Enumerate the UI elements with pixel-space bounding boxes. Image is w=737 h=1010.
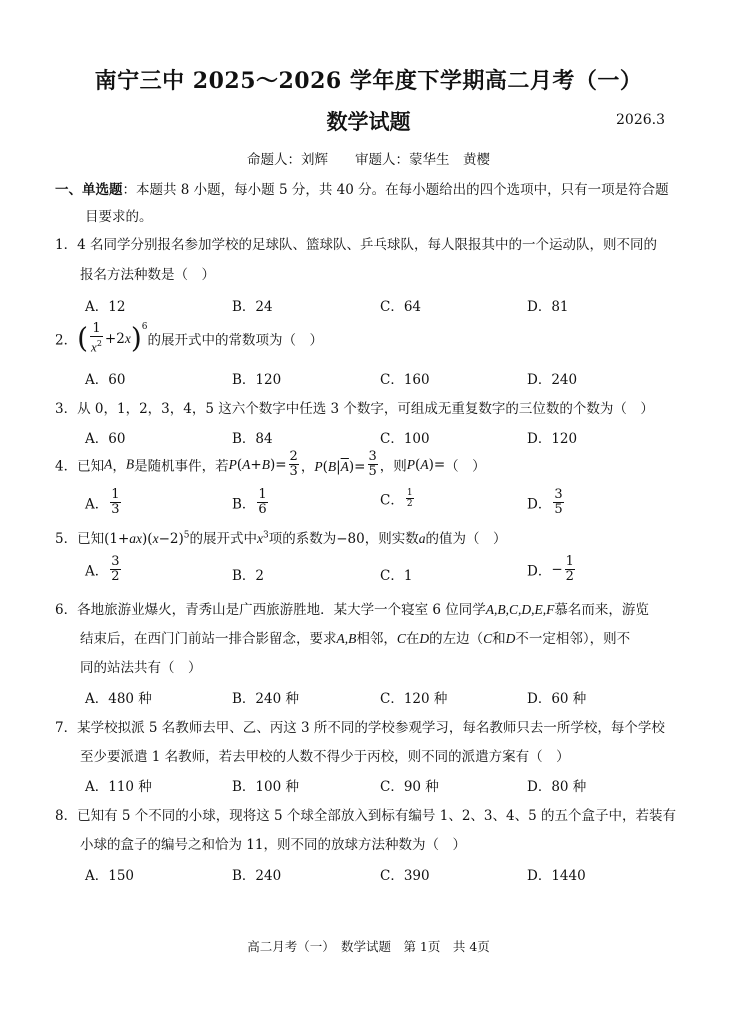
question-1: 1．4 名同学分别报名参加学校的足球队、篮球队、乒乓球队，每人限报其中的一个运动队，则不同的 [55, 237, 657, 253]
question-4: 4．已知A，B是随机事件，若P(A+B)= $\frac{2}{3}$ ，$P(B|\overline{A})=$ $\frac{3}{5}$ ，则P(A)=（ ） [55, 449, 486, 479]
question-1-cont: 报名方法种数是（ ） [80, 267, 215, 283]
section-heading [55, 177, 669, 231]
section-text: ：本题共 8 小题，每小题 5 分，共 40 分。在每小题给出的四个选项中，只有一项是符合题 [122, 182, 669, 198]
q8-option-d: D．1440 [527, 868, 586, 884]
q3-option-b: B．84 [232, 431, 273, 447]
section-label: 一、单选题 [55, 182, 123, 198]
q7-option-a: A．110 种 [85, 779, 152, 795]
question-7-cont: 至少要派遣 1 名教师，若去甲校的人数不得少于丙校，则不同的派遣方案有（ ） [80, 749, 570, 765]
section-text-cont: 目要求的。 [85, 209, 153, 225]
q2-option-d: D．240 [527, 372, 578, 388]
q6-option-b: B．240 种 [232, 691, 299, 707]
q6-option-a: A．480 种 [85, 691, 152, 707]
question-6: 6．各地旅游业爆火，青秀山是广西旅游胜地．某大学一个寝室 6 位同学A,B,C,D,E,F慕名而来，游览 [55, 602, 649, 618]
question-8: 8．已知有 5 个不同的小球，现将这 5 个球全部放入到标有编号 1、2、3、4、5 的五个盒子中，若装有 [55, 808, 676, 824]
q7-option-c: C．90 种 [380, 779, 439, 795]
page-footer: 高二月考（一） 数学试题 第 1页 共 4页 [247, 939, 490, 954]
q2-option-a: A．60 [85, 372, 126, 388]
question-8-cont: 小球的盒子的编号之和恰为 11，则不同的放球方法种数为（ ） [80, 837, 466, 853]
exam-date: 2026.3 [616, 112, 665, 128]
q8-option-b: B．240 [232, 868, 282, 884]
q7-option-d: D．80 种 [527, 779, 587, 795]
q6-option-c: C．120 种 [380, 691, 448, 707]
q8-option-c: C．390 [380, 868, 430, 884]
q4-option-c: C． $\frac{1}{2}$ [380, 488, 413, 509]
q4-option-d: D． $\frac{3}{5}$ [527, 487, 563, 517]
q7-option-b: B．100 种 [232, 779, 299, 795]
q8-option-a: A．150 [85, 868, 135, 884]
exam-title: 南宁三中 2025～2026 学年度下学期高二月考（一） [94, 68, 643, 94]
q1-option-a: A．12 [85, 299, 126, 315]
exam-authors: 命题人：刘辉 审题人：蒙华生 黄樱 [247, 152, 490, 168]
q4-option-b: B． $\frac{1}{6}$ [232, 487, 267, 517]
q5-option-a: A． $\frac{3}{2}$ [85, 554, 120, 584]
q1-option-b: B．24 [232, 299, 273, 315]
q3-option-a: A．60 [85, 431, 126, 447]
q5-option-d: D．− $\frac{1}{2}$ [527, 554, 574, 584]
question-3: 3．从 0，1，2，3，4，5 这六个数字中任选 3 个数字，可组成无重复数字的三位数的个数为（ ） [55, 401, 654, 417]
exam-subtitle: 数学试题 [326, 109, 411, 134]
question-7: 7．某学校拟派 5 名教师去甲、乙、丙这 3 所不同的学校参观学习，每名教师只去一所学校，每个学校 [55, 720, 665, 736]
q5-option-c: C．1 [380, 568, 413, 584]
question-2: 2．( $\frac{1}{x^2}$ +2x)$^6$的展开式中的常数项为（ ） [55, 321, 323, 355]
q5-option-b: B．2 [232, 568, 265, 584]
question-5: 5．已知$(1+ax)(x-2)^5$的展开式中$x^3$项的系数为−80，则实数a的值为（ ） [55, 530, 507, 547]
question-6-cont2: 同的站法共有（ ） [80, 660, 202, 676]
q3-option-d: D．120 [527, 431, 578, 447]
q6-option-d: D．60 种 [527, 691, 587, 707]
q1-option-d: D．81 [527, 299, 569, 315]
q2-option-b: B．120 [232, 372, 282, 388]
question-6-cont1: 结束后，在西门门前站一排合影留念，要求A,B相邻，C在D的左边（C和D不一定相邻），则不 [80, 631, 631, 647]
q3-option-c: C．100 [380, 431, 430, 447]
q4-option-a: A． $\frac{1}{3}$ [85, 487, 120, 517]
q2-option-c: C．160 [380, 372, 430, 388]
q1-option-c: C．64 [380, 299, 422, 315]
